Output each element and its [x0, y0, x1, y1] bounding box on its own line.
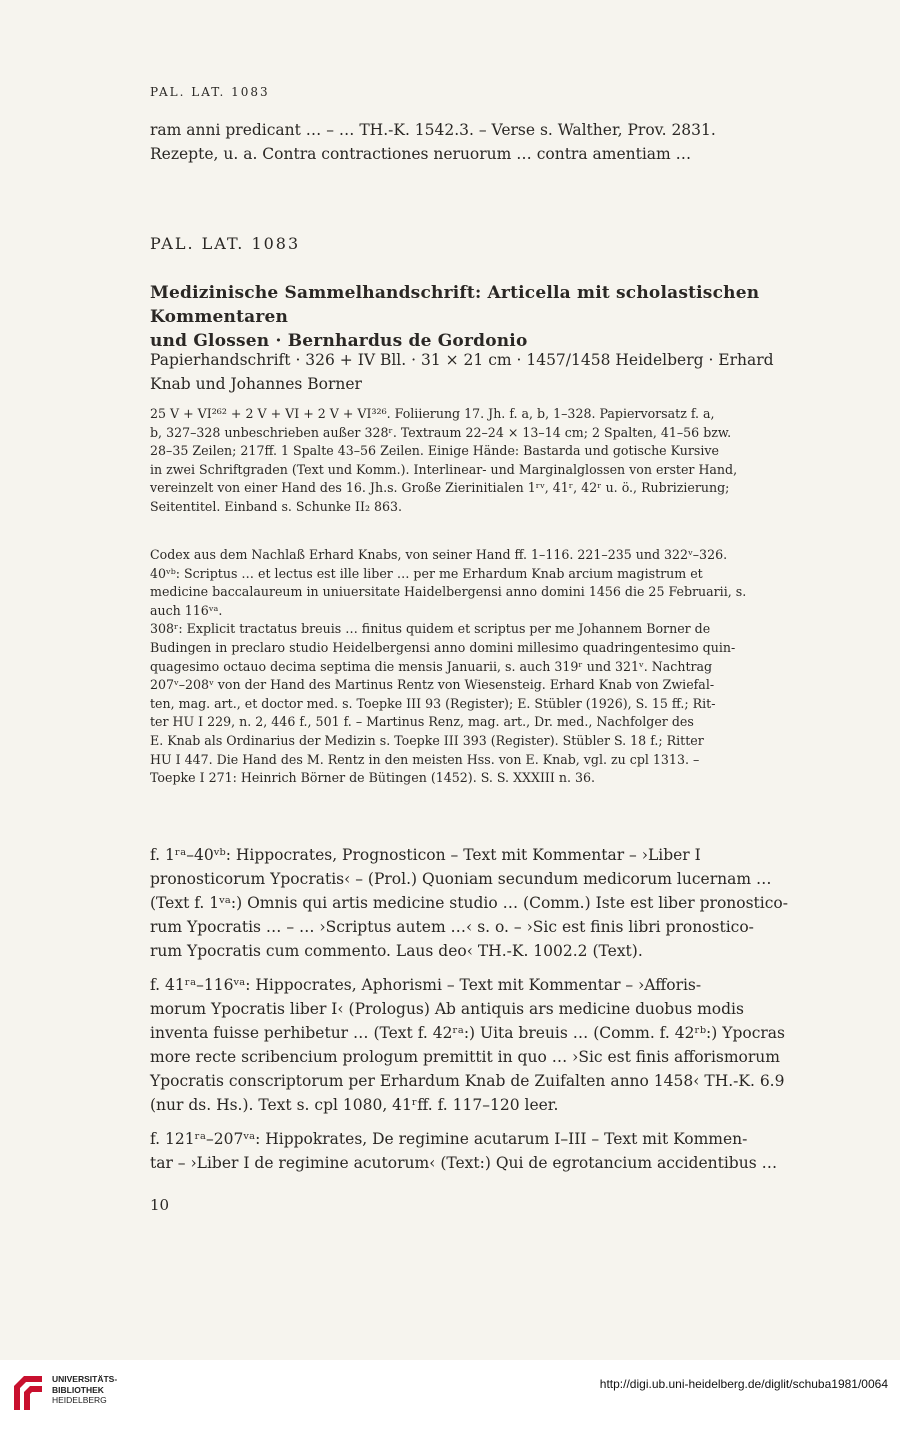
codicology-line: 28–35 Zeilen; 217ff. 1 Spalte 43–56 Zeilen. Einige Hände: Bastarda und gotische Kursive	[150, 443, 719, 459]
provenance-line: 308ʳ: Explicit tractatus breuis … finitus quidem et scriptus per me Johannem Borner de	[150, 621, 711, 637]
manuscript-title	[150, 281, 802, 353]
provenance-line: HU I 447. Die Hand des M. Rentz in den meisten Hss. von E. Knab, vgl. zu cpl 1313. –	[150, 751, 700, 767]
provenance-line: auch 116ᵛᵃ.	[150, 602, 223, 618]
provenance-line: Toepke I 271: Heinrich Börner de Bütingen (1452). S. S. XXXIII n. 36.	[150, 770, 596, 786]
entry-line: rum Ypocratis cum commento. Laus deo‹ TH.-K. 1002.2 (Text).	[150, 942, 643, 960]
permalink-url[interactable]: http://digi.ub.uni-heidelberg.de/diglit/schuba1981/0064	[599, 1377, 888, 1391]
viewer-footer	[0, 1360, 900, 1431]
entry-line: Ypocratis conscriptorum per Erhardum Knab de Zuifalten anno 1458‹ TH.-K. 6.9	[150, 1072, 785, 1090]
running-head: PAL. LAT. 1083	[150, 85, 270, 99]
shelfmark-heading: PAL. LAT. 1083	[150, 234, 301, 253]
provenance-line: 40ᵛᵇ: Scriptus … et lectus est ille liber … per me Erhardum Knab arcium magistrum et	[150, 565, 703, 581]
codicology-line: Seitentitel. Einband s. Schunke II₂ 863.	[150, 498, 403, 514]
library-logo-icon	[8, 1372, 48, 1414]
provenance-line: ten, mag. art., et doctor med. s. Toepke III 93 (Register); E. Stübler (1926), S. 15 ff.; Rit-	[150, 695, 716, 711]
provenance-line: 207ᵛ–208ᵛ von der Hand des Martinus Rentz von Wiesensteig. Erhard Knab von Zwiefal-	[150, 677, 715, 693]
page-number: 10	[150, 1196, 170, 1214]
entry-line: f. 41ʳᵃ–116ᵛᵃ: Hippocrates, Aphorismi – Text mit Kommentar – ›Afforis-	[150, 976, 702, 994]
provenance-line: medicine baccalaureum in uniuersitate Haidelbergensi anno domini 1456 die 25 Februarii, s.	[150, 584, 747, 600]
title-line: Medizinische Sammelhandschrift: Articella mit scholastischen Kommentaren	[150, 283, 760, 327]
entry-regimine-acutarum	[150, 1127, 802, 1175]
entry-line: tar – ›Liber I de regimine acutorum‹ (Text:) Qui de egrotancium accidentibus …	[150, 1154, 778, 1172]
library-name-line: HEIDELBERG	[52, 1395, 107, 1405]
provenance-line: Budingen in preclaro studio Heidelbergensi anno domini millesimo quadringentesimo quin-	[150, 639, 736, 655]
intro-paragraph	[150, 118, 802, 166]
entry-prognosticon	[150, 843, 802, 963]
entry-line: (nur ds. Hs.). Text s. cpl 1080, 41ʳff. f. 117–120 leer.	[150, 1096, 559, 1114]
entry-line: pronosticorum Ypocratis‹ – (Prol.) Quoniam secundum medicorum lucernam …	[150, 870, 772, 888]
provenance-line: Codex aus dem Nachlaß Erhard Knabs, von seiner Hand ff. 1–116. 221–235 und 322ᵛ–326.	[150, 547, 728, 562]
intro-line: ram anni predicant … – … TH.-K. 1542.3. – Verse s. Walther, Prov. 2831.	[150, 121, 716, 139]
intro-line: Rezepte, u. a. Contra contractiones neruorum … contra amentiam …	[150, 145, 692, 163]
library-name-line: UNIVERSITÄTS-	[52, 1374, 118, 1384]
entry-line: (Text f. 1ᵛᵃ:) Omnis qui artis medicine studio … (Comm.) Iste est liber pronostico-	[150, 894, 788, 912]
summary-line: Knab und Johannes Borner	[150, 375, 362, 393]
entry-line: rum Ypocratis … – … ›Scriptus autem …‹ s. o. – ›Sic est finis libri pronostico-	[150, 918, 754, 936]
entry-line: f. 121ʳᵃ–207ᵛᵃ: Hippokrates, De regimine acutarum I–III – Text mit Kommen-	[150, 1130, 748, 1148]
provenance-line: ter HU I 229, n. 2, 446 f., 501 f. – Martinus Renz, mag. art., Dr. med., Nachfolger des	[150, 714, 694, 730]
provenance-line: quagesimo octauo decima septima die mensis Januarii, s. auch 319ʳ und 321ᵛ. Nachtrag	[150, 658, 713, 674]
summary-line: Papierhandschrift · 326 + IV Bll. · 31 × 21 cm · 1457/1458 Heidelberg · Erhard	[150, 351, 774, 369]
entry-line: morum Ypocratis liber I‹ (Prologus) Ab antiquis ars medicine duobus modis	[150, 1000, 744, 1018]
library-name	[52, 1374, 117, 1406]
entry-line: inventa fuisse perhibetur … (Text f. 42ʳᵃ:) Uita breuis … (Comm. f. 42ʳᵇ:) Ypocras	[150, 1024, 785, 1042]
manuscript-summary	[150, 348, 802, 396]
codicology-line: in zwei Schriftgraden (Text und Komm.). Interlinear- und Marginalglossen von erster Hand,	[150, 461, 738, 477]
codicology-line: b, 327–328 unbeschrieben außer 328ʳ. Textraum 22–24 × 13–14 cm; 2 Spalten, 41–56 bzw.	[150, 424, 732, 440]
entry-aphorismi	[150, 973, 802, 1117]
codicology-paragraph	[150, 405, 802, 517]
provenance-paragraph	[150, 546, 802, 788]
codicology-line: vereinzelt von einer Hand des 16. Jh.s. Große Zierinitialen 1ʳᵛ, 41ʳ, 42ʳ u. ö., Rubrizierung;	[150, 480, 730, 496]
entry-line: more recte scribencium prologum premittit in quo … ›Sic est finis afforismorum	[150, 1048, 780, 1066]
provenance-line: E. Knab als Ordinarius der Medizin s. Toepke III 393 (Register). Stübler S. 18 f.; Ritter	[150, 732, 704, 748]
title-line: und Glossen · Bernhardus de Gordonio	[150, 331, 528, 351]
entry-line: f. 1ʳᵃ–40ᵛᵇ: Hippocrates, Prognosticon – Text mit Kommentar – ›Liber I	[150, 846, 701, 864]
library-name-line: BIBLIOTHEK	[52, 1384, 104, 1395]
codicology-line: 25 V + VI²⁶² + 2 V + VI + 2 V + VI³²⁶. Foliierung 17. Jh. f. a, b, 1–328. Papiervorsatz f. a,	[150, 406, 715, 421]
